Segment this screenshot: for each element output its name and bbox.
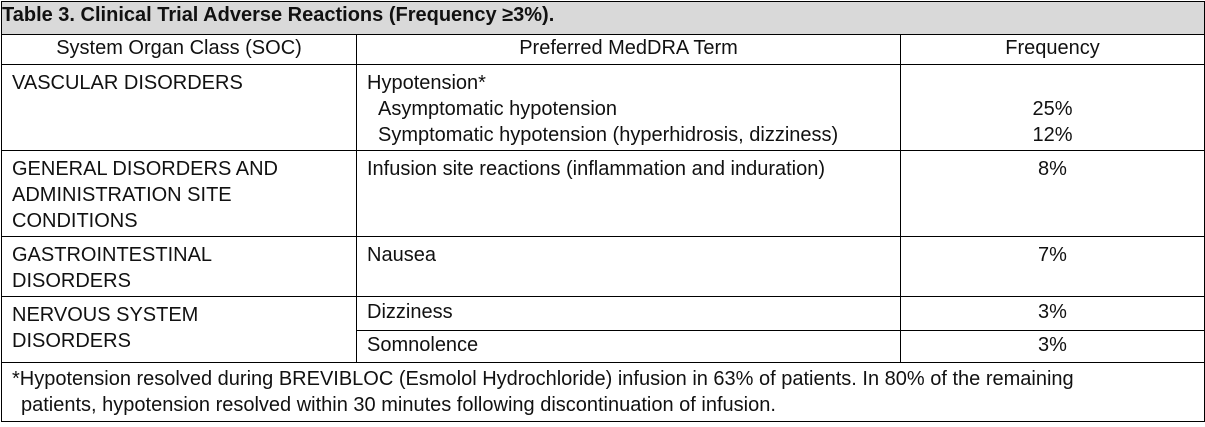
header-term: Preferred MedDRA Term xyxy=(357,35,901,65)
table-row-general xyxy=(2,151,1205,237)
freq-infusion-site: 8% xyxy=(901,151,1205,237)
table-caption-row xyxy=(2,2,1205,35)
soc-cell xyxy=(2,297,357,363)
soc-label-line: DISORDERS xyxy=(12,270,131,292)
freq-asymptomatic: 25% xyxy=(1032,98,1073,120)
frequency-cell xyxy=(901,65,1205,151)
term-nausea: Nausea xyxy=(357,237,901,297)
soc-label-line: CONDITIONS xyxy=(12,210,138,232)
table-caption: Table 3. Clinical Trial Adverse Reactions (Frequency ≥3%). xyxy=(2,2,1205,35)
table-row-vascular xyxy=(2,65,1205,151)
soc-cell xyxy=(2,65,357,151)
soc-label-line: GENERAL DISORDERS AND xyxy=(12,158,278,180)
soc-cell xyxy=(2,237,357,297)
table-footnote-row xyxy=(2,363,1205,422)
term-asymptomatic-hypotension: Asymptomatic hypotension xyxy=(378,98,618,120)
table-footnote xyxy=(2,363,1205,422)
footnote-line: patients, hypotension resolved within 30 minutes following discontinuation of infusion. xyxy=(21,394,776,416)
table-row-gastrointestinal xyxy=(2,237,1205,297)
table-row-nervous xyxy=(2,297,1205,331)
freq-somnolence: 3% xyxy=(901,331,1205,363)
term-cell xyxy=(357,65,901,151)
freq-symptomatic: 12% xyxy=(1032,124,1073,146)
freq-nausea: 7% xyxy=(901,237,1205,297)
term-dizziness: Dizziness xyxy=(357,297,901,331)
soc-label: VASCULAR DISORDERS xyxy=(12,72,243,94)
freq-dizziness: 3% xyxy=(901,297,1205,331)
term-hypotension: Hypotension* xyxy=(367,72,486,94)
soc-label-line: NERVOUS SYSTEM xyxy=(12,304,199,326)
table-header-row xyxy=(2,35,1205,65)
term-symptomatic-hypotension: Symptomatic hypotension (hyperhidrosis, dizziness) xyxy=(378,124,839,146)
term-infusion-site-reactions: Infusion site reactions (inflammation and induration) xyxy=(357,151,901,237)
header-soc: System Organ Class (SOC) xyxy=(2,35,357,65)
adverse-reactions-table xyxy=(1,1,1205,422)
soc-cell xyxy=(2,151,357,237)
footnote-line: *Hypotension resolved during BREVIBLOC (Esmolol Hydrochloride) infusion in 63% of patients. In 80% of the remaining xyxy=(12,368,1074,390)
soc-label-line: DISORDERS xyxy=(12,330,131,352)
term-somnolence: Somnolence xyxy=(357,331,901,363)
soc-label-line: ADMINISTRATION SITE xyxy=(12,184,232,206)
soc-label-line: GASTROINTESTINAL xyxy=(12,244,213,266)
header-frequency: Frequency xyxy=(901,35,1205,65)
